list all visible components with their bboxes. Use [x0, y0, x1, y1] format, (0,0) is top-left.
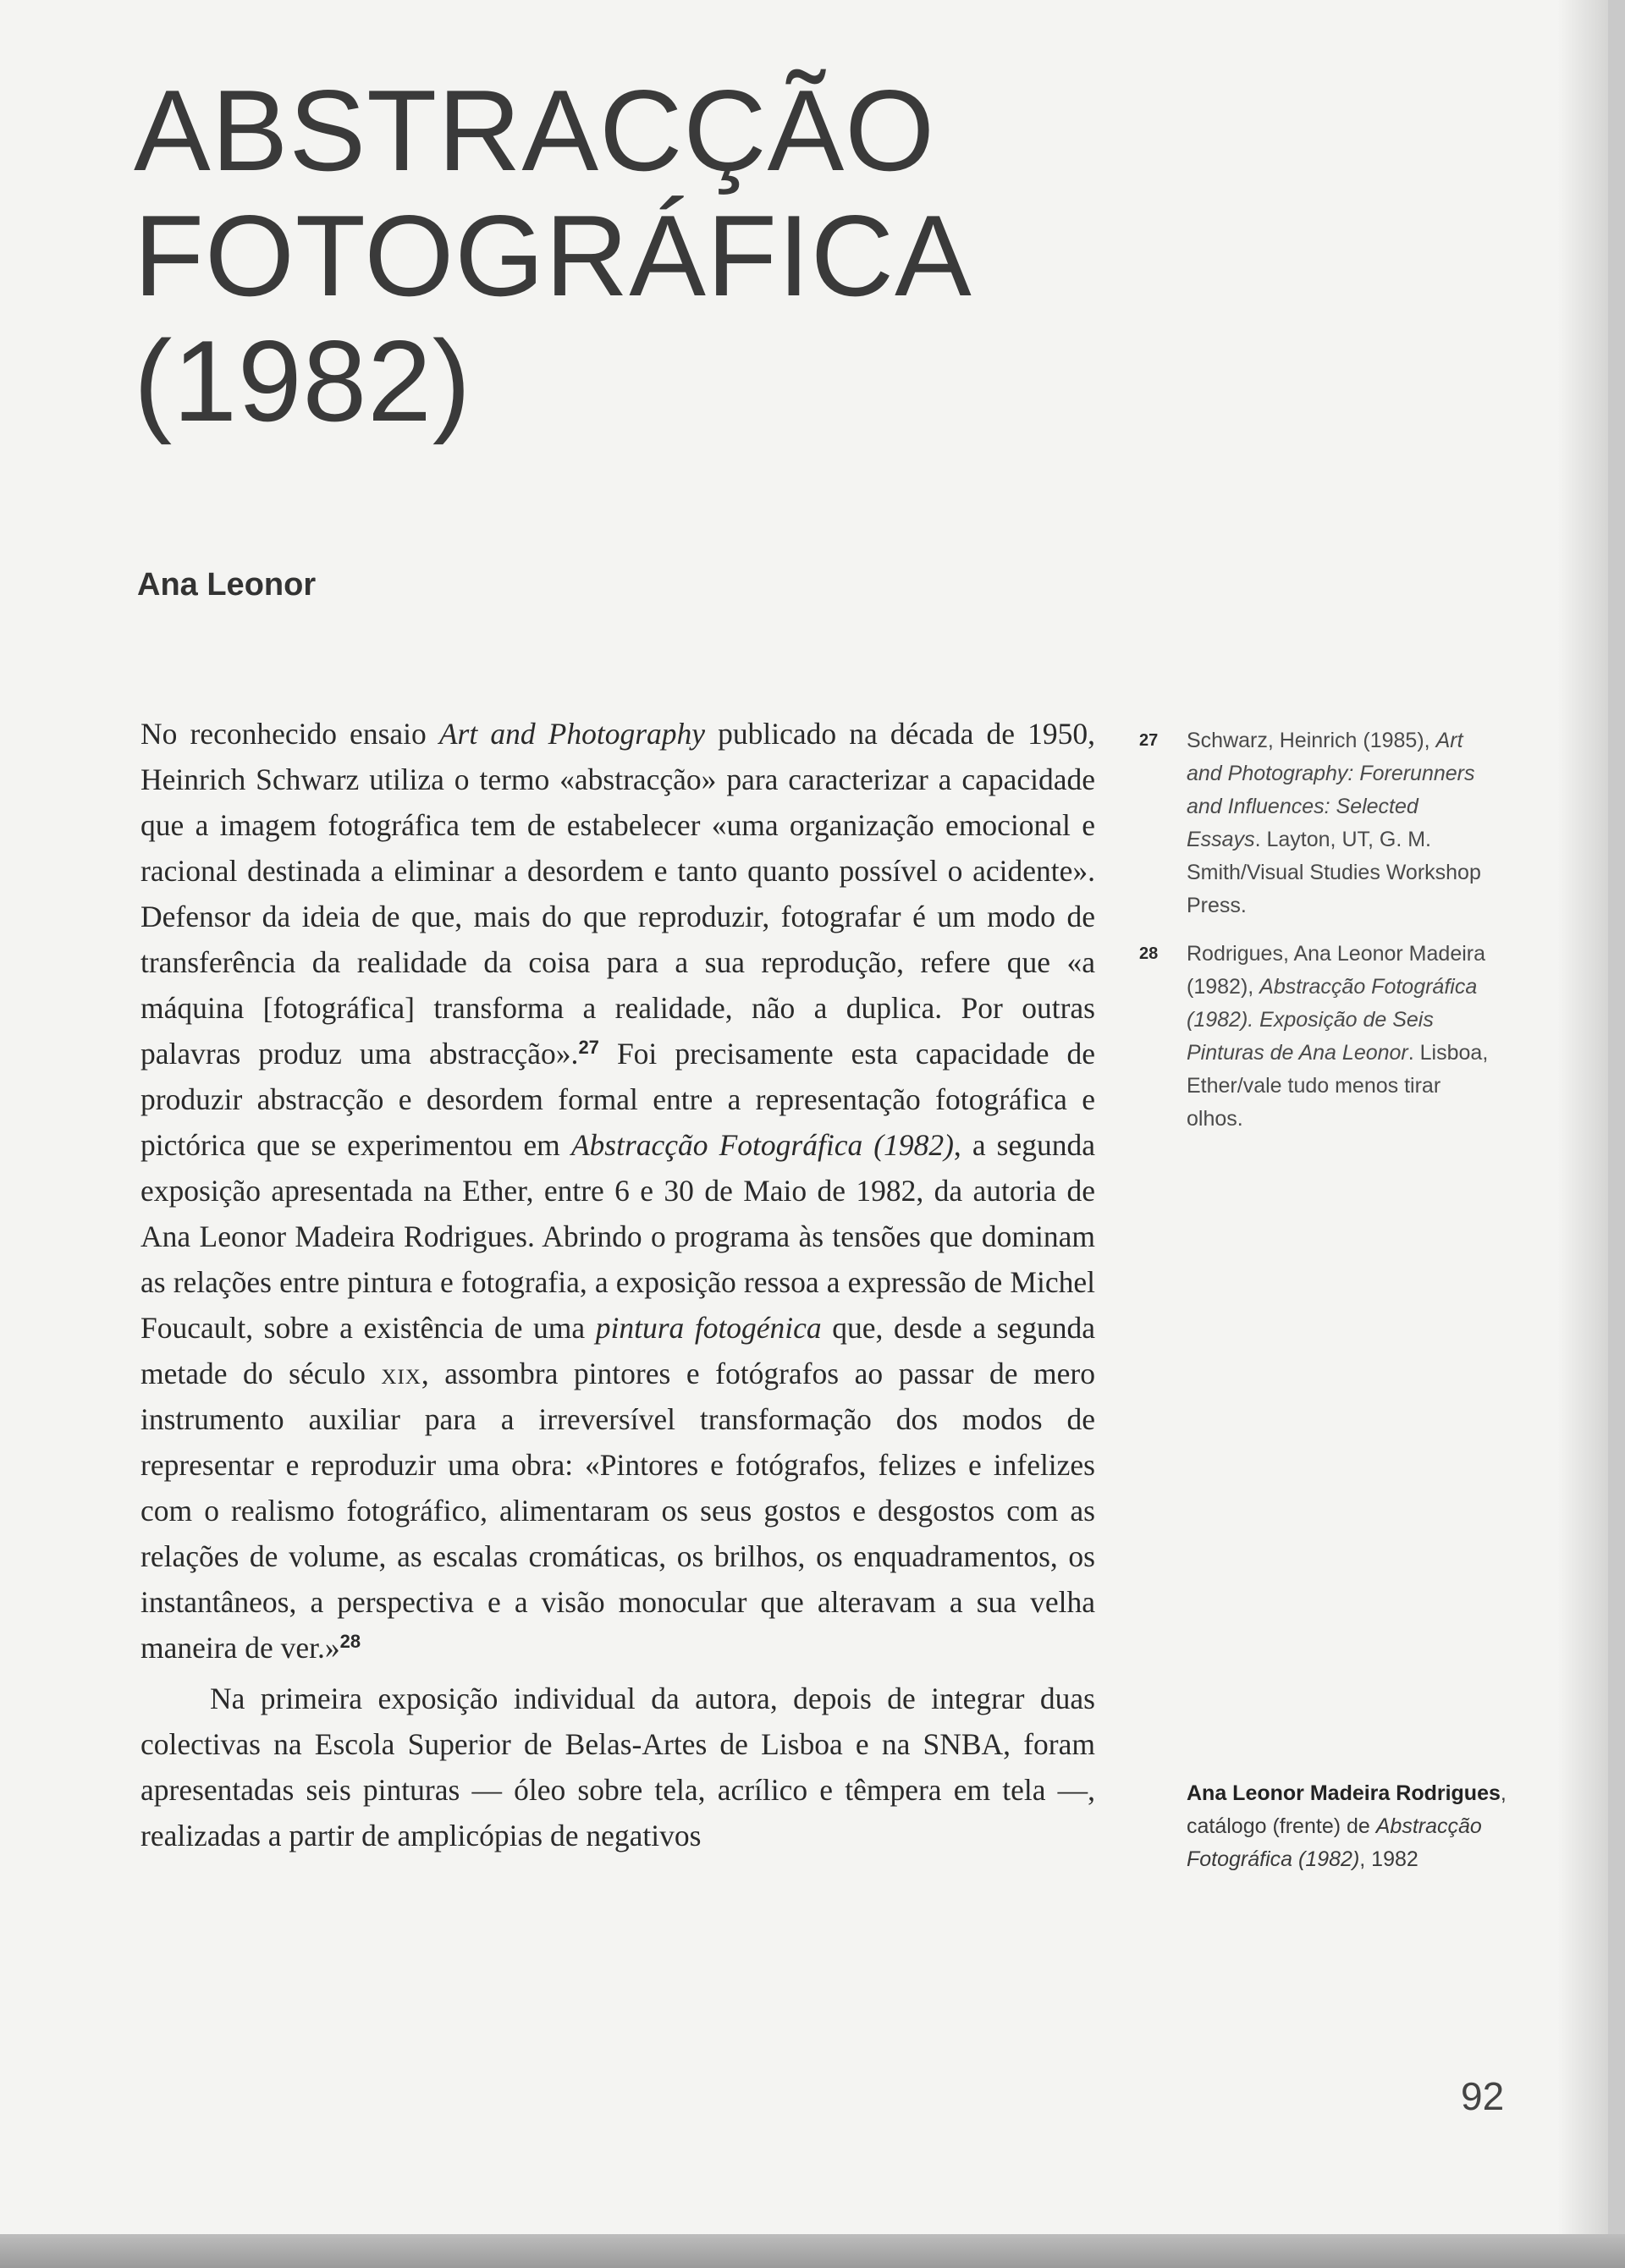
- caption-text: , 1982: [1359, 1847, 1418, 1871]
- footnote-ref-28[interactable]: 28: [339, 1631, 361, 1652]
- footnote-28: [1139, 938, 1495, 1136]
- footnote-27: [1139, 724, 1495, 922]
- footnote-text: Rodrigues, Ana Leonor Madeira (1982),: [1187, 942, 1486, 999]
- footnote-text: . Layton, UT, G. M. Smith/Visual Studies Workshop Press.: [1187, 828, 1481, 917]
- footnote-italic: Art and Photography: Forerunners and Influences: Selected Essays: [1187, 729, 1475, 851]
- footnote-text: Schwarz, Heinrich (1985),: [1187, 729, 1436, 752]
- caption-text: , catálogo (frente) de: [1187, 1781, 1507, 1838]
- century-numeral: xix: [381, 1357, 421, 1390]
- caption-author: Ana Leonor Madeira Rodrigues: [1187, 1781, 1501, 1805]
- title-line-1: ABSTRACÇÃO: [134, 66, 936, 195]
- figure-caption: [1187, 1777, 1508, 1876]
- italic-title: Abstracção Fotográfica (1982): [570, 1128, 954, 1162]
- italic-term: pintura fotogénica: [595, 1311, 822, 1345]
- page-title: [134, 68, 972, 443]
- text-run: publicado na década de 1950, Heinrich Schwarz utiliza o termo «abstracção» para caracterizar a capacidade que a imagem fotográfica tem de estabelecer «uma organização emocional e racional destinada a eliminar a desordem e tanto quanto possível o acidente». Defensor da ideia de que, mais do que reproduzir, fotografar é um modo de transferência da realidade da coisa para a sua reprodução, refere que «a máquina [fotográfica] transforma a realidade, não a duplica. Por outras palavras produz uma abstracção».: [140, 717, 1095, 1071]
- footnote-number: 28: [1139, 944, 1159, 963]
- page-edge: [0, 2234, 1625, 2268]
- page-number: 92: [1461, 2074, 1505, 2118]
- title-line-3: (1982): [134, 317, 472, 445]
- footnote-text: . Lisboa, Ether/vale tudo menos tirar olhos.: [1187, 1041, 1489, 1131]
- text-run: No reconhecido ensaio: [140, 717, 439, 751]
- paragraph-2: Na primeira exposição individual da autora, depois de integrar duas colectivas na Escola Superior de Belas-Artes de Lisboa e na SNBA, foram apresentadas seis pinturas — óleo sobre tela, acrílico e têmpera em tela —, realizadas a partir de amplicópias de negativos: [140, 1682, 1095, 1852]
- footnote-ref-27[interactable]: 27: [578, 1037, 599, 1058]
- text-run: , a segunda exposição apresentada na Ether, entre 6 e 30 de Maio de 1982, da autoria de Ana Leonor Madeira Rodrigues. Abrindo o programa às tensões que dominam as relações entre pintura e fotografia, a exposição ressoa a expressão de Michel Foucault, sobre a existência de uma: [140, 1128, 1095, 1345]
- paragraph-1: [140, 711, 1095, 1671]
- footnote-number: 27: [1139, 731, 1159, 750]
- caption-italic: Abstracção Fotográfica (1982): [1187, 1814, 1482, 1871]
- title-line-2: FOTOGRÁFICA: [134, 191, 972, 320]
- footnote-italic: Abstracção Fotográfica (1982). Exposição de Seis Pinturas de Ana Leonor: [1187, 975, 1478, 1065]
- author-name: Ana Leonor: [137, 567, 317, 603]
- text-run: , assombra pintores e fotógrafos ao passar de mero instrumento auxiliar para a irreversível transformação dos modos de representar e reproduzir uma obra: «Pintores e fotógrafos, felizes e infelizes com o realismo fotográfico, alimentaram os seus gostos e desgostos com as relações de volume, as escalas cromáticas, os brilhos, os enquadramentos, os instantâneos, a perspectiva e a visão monocular que alteravam a sua velha maneira de ver.»: [140, 1357, 1096, 1665]
- text-run: que, desde a segunda metade do século: [140, 1311, 1095, 1390]
- text-run: Foi precisamente esta capacidade de produzir abstracção e desordem formal entre a representação fotográfica e pictórica que se experimentou em: [140, 1037, 1095, 1162]
- main-text: [140, 711, 1095, 1858]
- footnotes: [1139, 724, 1495, 1151]
- italic-title: Art and Photography: [438, 717, 706, 751]
